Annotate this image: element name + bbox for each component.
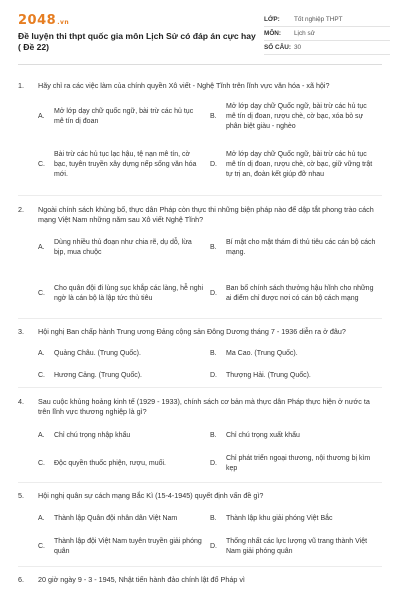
question-number: 6. bbox=[18, 575, 24, 584]
meta-key: LỚP: bbox=[264, 16, 280, 23]
question-1 bbox=[18, 81, 383, 91]
option-4d[interactable] bbox=[210, 453, 380, 475]
question-number: 4. bbox=[18, 397, 24, 406]
option-letter: D. bbox=[210, 372, 217, 379]
option-letter: D. bbox=[210, 460, 217, 467]
option-2a[interactable] bbox=[38, 236, 206, 260]
question-4 bbox=[18, 397, 383, 417]
option-text: Mở lớp dạy chữ Quốc ngữ, bài trừ các hủ tục mê tín dị đoan, rượu chè, cờ bạc, giữ vững trật tự trị an, đoàn kết giúp đỡ nhau bbox=[226, 151, 373, 178]
option-letter: C. bbox=[38, 543, 45, 550]
option-5d[interactable] bbox=[210, 535, 380, 559]
header-divider bbox=[18, 64, 382, 65]
option-letter: D. bbox=[210, 161, 217, 168]
option-1c[interactable] bbox=[38, 149, 206, 181]
option-1d[interactable] bbox=[210, 149, 380, 181]
question-5 bbox=[18, 491, 383, 501]
option-text: Thành lập Quân đội nhân dân Việt Nam bbox=[54, 515, 178, 522]
option-4b[interactable] bbox=[210, 431, 380, 441]
option-text: Ma Cao. (Trung Quốc). bbox=[226, 350, 298, 357]
option-letter: B. bbox=[210, 113, 217, 120]
option-2b[interactable] bbox=[210, 236, 380, 260]
option-letter: C. bbox=[38, 161, 45, 168]
option-letter: B. bbox=[210, 515, 217, 522]
question-separator bbox=[18, 318, 382, 319]
logo-text: 2048 bbox=[18, 13, 57, 28]
meta-key: SỐ CÂU: bbox=[264, 44, 291, 51]
question-text: Hãy chỉ ra các việc làm của chính quyền Xô viết - Nghệ Tĩnh trên lĩnh vực văn hóa - xã hội? bbox=[38, 81, 330, 90]
option-letter: C. bbox=[38, 460, 45, 467]
meta-table bbox=[264, 13, 390, 55]
option-2c[interactable] bbox=[38, 277, 206, 311]
option-3d[interactable] bbox=[210, 371, 380, 381]
option-text: Chỉ chú trọng nhập khẩu bbox=[54, 432, 131, 439]
option-text: Thành lập đội Việt Nam tuyên truyền giải phóng quân bbox=[54, 538, 202, 555]
option-3b[interactable] bbox=[210, 349, 380, 359]
option-text: Thượng Hải. (Trung Quốc). bbox=[226, 372, 311, 379]
option-4c[interactable] bbox=[38, 453, 206, 475]
meta-value: Lịch sử bbox=[294, 30, 315, 37]
question-separator bbox=[18, 387, 382, 388]
option-letter: A. bbox=[38, 432, 45, 439]
option-text: Chỉ phát triển ngoại thương, nội thương bị kìm kẹp bbox=[226, 455, 371, 472]
option-3a[interactable] bbox=[38, 349, 206, 359]
option-5a[interactable] bbox=[38, 514, 206, 524]
option-5c[interactable] bbox=[38, 535, 206, 559]
question-text: Hội nghị Ban chấp hành Trung ương Đảng cộng sản Đông Dương tháng 7 - 1936 diễn ra ở đâu? bbox=[38, 327, 346, 336]
option-5b[interactable] bbox=[210, 514, 380, 524]
option-1a[interactable] bbox=[38, 101, 206, 133]
option-text: Thành lập khu giải phóng Việt Bắc bbox=[226, 515, 333, 522]
question-text: Hội nghị quân sự cách mạng Bắc Kì (15-4-1945) quyết định vấn đề gì? bbox=[38, 491, 264, 500]
question-number: 1. bbox=[18, 81, 24, 90]
option-text: Cho quân đội đi lùng sục khắp các làng, hễ nghi ngờ là cán bộ là lập tức thủ tiêu bbox=[54, 285, 204, 302]
meta-value: 30 bbox=[294, 44, 302, 51]
option-3c[interactable] bbox=[38, 371, 206, 381]
page-title: Đề luyện thi thpt quốc gia môn Lịch Sử có đáp án cực hay ( Đề 22) bbox=[18, 31, 256, 52]
option-letter: C. bbox=[38, 290, 45, 297]
option-letter: A. bbox=[38, 244, 45, 251]
option-2d[interactable] bbox=[210, 277, 380, 311]
meta-value: Tốt nghiệp THPT bbox=[294, 16, 343, 23]
question-text: Sau cuộc khủng hoảng kinh tế (1929 - 1933), chính sách cơ bản mà thực dân Pháp thực hiện ở nước ta trên lĩnh vực thương nghiệp là gì? bbox=[38, 397, 370, 416]
question-text: Ngoài chính sách khủng bố, thực dân Pháp còn thực thi những biện pháp nào để dập tắt phong trào cách mạng Việt Nam những năm sau Xô viết Nghệ Tĩnh? bbox=[38, 205, 374, 224]
question-number: 5. bbox=[18, 491, 24, 500]
meta-row-subject bbox=[264, 27, 390, 41]
question-2 bbox=[18, 205, 383, 225]
header bbox=[18, 13, 383, 52]
option-letter: D. bbox=[210, 290, 217, 297]
option-1b[interactable] bbox=[210, 101, 380, 133]
option-letter: B. bbox=[210, 350, 217, 357]
option-letter: C. bbox=[38, 372, 45, 379]
question-text: 20 giờ ngày 9 - 3 - 1945, Nhật tiến hành đảo chính lật đổ Pháp vì bbox=[38, 575, 245, 584]
option-text: Quảng Châu. (Trung Quốc). bbox=[54, 350, 141, 357]
option-letter: B. bbox=[210, 432, 217, 439]
option-text: Mở lớp dạy chữ quốc ngữ, bài trừ các hủ tục mê tín dị đoan bbox=[54, 108, 194, 125]
option-letter: A. bbox=[38, 350, 45, 357]
question-6 bbox=[18, 575, 383, 585]
option-text: Ban bố chính sách thưởng hậu hĩnh cho những ai điểm chỉ được nơi có cán bộ cách mạng bbox=[226, 285, 374, 302]
option-4a[interactable] bbox=[38, 431, 206, 441]
meta-key: MÔN: bbox=[264, 30, 282, 37]
option-letter: A. bbox=[38, 515, 45, 522]
question-separator bbox=[18, 482, 382, 483]
option-text: Dùng nhiều thủ đoạn như chia rẽ, dụ dỗ, lừa bịp, mua chuộc bbox=[54, 239, 192, 256]
option-text: Bài trừ các hủ tục lạc hậu, tệ nạn mê tín, cờ bạc, tuyên truyền xây dựng nếp sống văn hóa mới. bbox=[54, 151, 197, 178]
option-letter: D. bbox=[210, 543, 217, 550]
question-number: 3. bbox=[18, 327, 24, 336]
option-text: Độc quyền thuốc phiện, rượu, muối. bbox=[54, 460, 167, 467]
question-number: 2. bbox=[18, 205, 24, 214]
question-separator bbox=[18, 566, 382, 567]
option-text: Chỉ chú trọng xuất khẩu bbox=[226, 432, 300, 439]
option-text: Hương Cảng. (Trung Quốc). bbox=[54, 372, 142, 379]
question-separator bbox=[18, 195, 382, 196]
option-letter: A. bbox=[38, 113, 45, 120]
meta-row-count bbox=[264, 41, 390, 55]
option-text: Bí mật cho mật thám đi thủ tiêu các cán bộ cách mạng. bbox=[226, 239, 376, 256]
option-letter: B. bbox=[210, 244, 217, 251]
question-3 bbox=[18, 327, 383, 337]
logo-tld: .vn bbox=[57, 19, 70, 26]
option-text: Thống nhất các lực lượng vũ trang thành Việt Nam giải phóng quân bbox=[226, 538, 368, 555]
meta-row-class bbox=[264, 13, 390, 27]
option-text: Mở lớp dạy chữ Quốc ngữ, bài trừ các hủ tục mê tín dị đoan, rượu chè, cờ bạc, xóa bỏ sự phân biệt giàu - nghèo bbox=[226, 103, 367, 130]
